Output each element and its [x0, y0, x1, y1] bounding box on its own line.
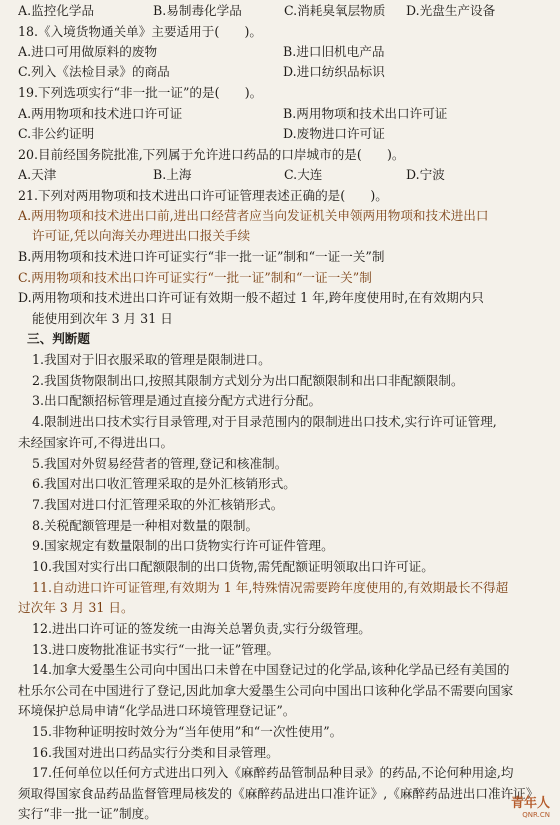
q18-option-a: A.进口可用做原料的废物	[18, 44, 158, 59]
judgment-9: 9.国家规定有数量限制的出口货物实行许可证件管理。	[32, 538, 334, 553]
q17-options	[18, 3, 552, 18]
q19-stem: 19.下列选项实行“非一批一证”的是( )。	[18, 85, 263, 100]
judgment-14-line3: 环境保护总局申请“化学品进口环境管理登记证”。	[18, 703, 296, 718]
q20-option-d: D.宁波	[406, 167, 445, 182]
q19-option-a: A.两用物项和技术进口许可证	[18, 106, 183, 121]
judgment-12: 12.进出口许可证的签发统一由海关总署负责,实行分级管理。	[32, 621, 371, 636]
q20-option-a: A.天津	[18, 167, 57, 182]
judgment-17-line1: 17.任何单位以任何方式进出口列入《麻醉药品管制品种目录》的药品,不论何种用途,均	[32, 765, 514, 780]
judgment-1: 1.我国对于旧衣服采取的管理是限制进口。	[32, 352, 271, 367]
q19-options-ab	[18, 106, 552, 121]
q20-option-b: B.上海	[153, 167, 192, 182]
q18-option-b: B.进口旧机电产品	[283, 44, 385, 59]
watermark-url: QNR.CN	[522, 811, 550, 819]
judgment-4-line1: 4.限制进出口技术实行目录管理,对于目录范围内的限制进出口技术,实行许可证管理,	[32, 414, 497, 429]
q18-options-ab	[18, 44, 552, 59]
q19-options-cd	[18, 126, 552, 141]
judgment-7: 7.我国对进口付汇管理采取的外汇核销形式。	[32, 497, 284, 512]
q18-option-d: D.进口纺织品标识	[283, 64, 385, 79]
q20-option-c: C.大连	[284, 167, 323, 182]
q19-option-b: B.两用物项和技术出口许可证	[283, 106, 448, 121]
judgment-6: 6.我国对出口收汇管理采取的是外汇核销形式。	[32, 476, 296, 491]
judgment-15: 15.非物种证明按时效分为“当年使用”和“一次性使用”。	[32, 724, 343, 739]
judgment-16: 16.我国对进出口药品实行分类和目录管理。	[32, 745, 279, 760]
judgment-2: 2.我国货物限制出口,按照其限制方式划分为出口配额限制和出口非配额限制。	[32, 373, 464, 388]
q21-option-d-line1: D.两用物项和技术进出口许可证有效期一般不超过 1 年,跨年度使用时,在有效期内只	[18, 290, 484, 305]
q20-options	[18, 167, 552, 182]
judgment-5: 5.我国对外贸易经营者的管理,登记和核准制。	[32, 456, 288, 471]
q18-options-cd	[18, 64, 552, 79]
q21-stem: 21.下列对两用物项和技术进出口许可证管理表述正确的是( )。	[18, 188, 388, 203]
q17-option-a: A.监控化学品	[18, 3, 95, 18]
q19-option-d: D.废物进口许可证	[283, 126, 385, 141]
q21-option-c: C.两用物项和技术出口许可证实行“一批一证”制和“一证一关”制	[18, 270, 372, 285]
judgment-11-line2: 过次年 3 月 31 日。	[18, 600, 134, 615]
q21-option-a-line1: A.两用物项和技术进出口前,进出口经营者应当向发证机关申领两用物项和技术进出口	[18, 208, 489, 223]
judgment-4-line2: 未经国家许可,不得进出口。	[18, 435, 174, 450]
judgment-17-line3: 实行“非一批一证”制度。	[18, 806, 157, 821]
judgment-14-line2: 杜乐尔公司在中国进行了登记,因此加拿大爱墨生公司向中国出口该种化学品不需要向国家	[18, 683, 514, 698]
q21-option-a-line2: 许可证,凭以向海关办理进出口报关手续	[32, 228, 251, 243]
judgment-17-line2: 须取得国家食品药品监督管理局核发的《麻醉药品进出口准许证》,《麻醉药品进出口准许证》	[18, 786, 539, 801]
judgment-10: 10.我国对实行出口配额限制的出口货物,需凭配额证明领取出口许可证。	[32, 559, 434, 574]
q17-option-d: D.光盘生产设备	[406, 3, 496, 18]
judgment-8: 8.关税配额管理是一种相对数量的限制。	[32, 518, 259, 533]
watermark-logo	[511, 792, 550, 819]
q17-option-c: C.消耗臭氧层物质	[284, 3, 386, 18]
q19-option-c: C.非公约证明	[18, 126, 95, 141]
q21-option-d-line2: 能使用到次年 3 月 31 日	[32, 311, 173, 326]
section-title: 三、判断题	[27, 331, 90, 346]
judgment-3: 3.出口配额招标管理是通过直接分配方式进行分配。	[32, 393, 322, 408]
q21-option-b: B.两用物项和技术进口许可证实行“非一批一证”制和“一证一关”制	[18, 249, 385, 264]
q18-option-c: C.列入《法检目录》的商品	[18, 64, 170, 79]
q18-stem: 18.《入境货物通关单》主要适用于( )。	[18, 24, 262, 39]
watermark-name: 青年人	[510, 796, 550, 811]
judgment-11-line1: 11.自动进口许可证管理,有效期为 1 年,特殊情况需要跨年度使用的,有效期最长不得超	[32, 580, 509, 595]
judgment-14-line1: 14.加拿大爱墨生公司向中国出口未曾在中国登记过的化学品,该种化学品已经有美国的	[32, 662, 510, 677]
q20-stem: 20.目前经国务院批准,下列属于允许进口药品的口岸城市的是( )。	[18, 147, 405, 162]
q17-option-b: B.易制毒化学品	[153, 3, 242, 18]
judgment-13: 13.进口废物批准证书实行“一批一证”管理。	[32, 642, 279, 657]
